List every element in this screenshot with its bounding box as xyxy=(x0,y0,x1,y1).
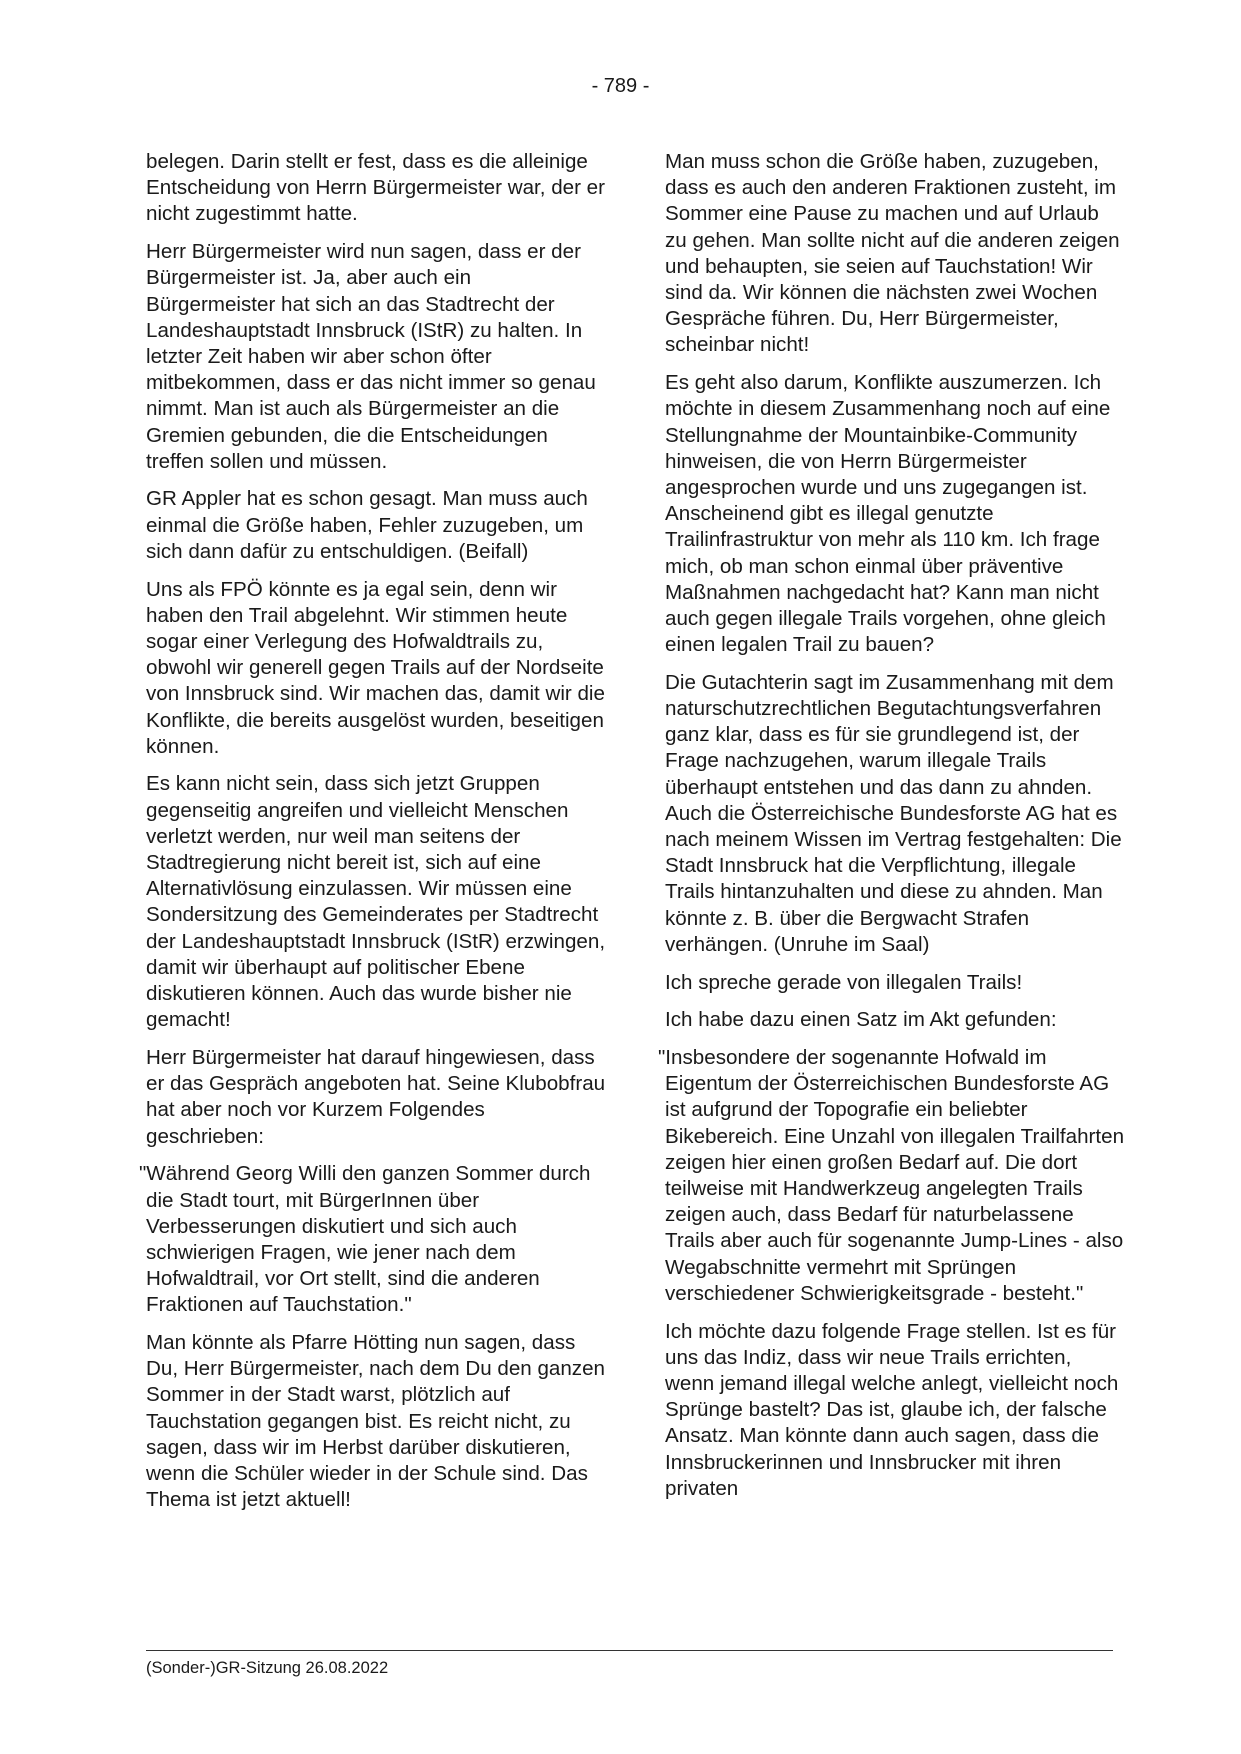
paragraph: Uns als FPÖ könnte es ja egal sein, denn wir haben den Trail abgelehnt. Wir stimmen heute sogar einer Verlegung des Hofwaldtrails zu, obwohl wir generell gegen Trails auf der Nordseite von Innsbruck sind. Wir machen das, damit wir die Konflikte, die bereits ausgelöst wurden, beseitigen können. xyxy=(146,577,605,758)
paragraph: Es kann nicht sein, dass sich jetzt Gruppen gegenseitig angreifen und vielleicht Menschen verletzt werden, nur weil man seitens der Stadtregierung nicht bereit ist, sich auf eine Alternativlösung einzulassen. Wir müssen eine Sondersitzung des Gemeinderates per Stadtrecht der Landeshauptstadt Innsbruck (IStR) erzwingen, damit wir überhaupt auf politischer Ebene diskutieren können. Auch das wurde bisher nie gemacht! xyxy=(146,772,606,1032)
paragraph: Man könnte als Pfarre Hötting nun sagen, dass Du, Herr Bürgermeister, nach dem Du den ganzen Sommer in der Stadt warst, plötzlich auf Tauchstation gegangen bist. Es reicht nicht, zu sagen, dass wir im Herbst darüber diskutieren, wenn die Schüler wieder in der Schule sind. Das Thema ist jetzt aktuell! xyxy=(146,1331,606,1512)
footer-session-label: (Sonder-)GR-Sitzung 26.08.2022 xyxy=(146,1659,389,1677)
paragraph: Die Gutachterin sagt im Zusammenhang mit dem naturschutzrechtlichen Begutachtungsverfahren ganz klar, dass es für sie grundlegend ist, der Frage nachzugehen, warum illegale Trails überhaupt entstehen und das dann zu ahnden. Auch die Österreichische Bundesforste AG hat es nach meinem Wissen im Vertrag festgehalten: Die Stadt Innsbruck hat die Verpflichtung, illegale Trails hintanzuhalten und diese zu ahnden. Man könnte z. B. über die Bergwacht Strafen verhängen. (Unruhe im Saal) xyxy=(665,670,1122,956)
quote-paragraph: "Während Georg Willi den ganzen Sommer durch die Stadt tourt, mit BürgerInnen über Verbesserungen diskutiert und sich auch schwierigen Fragen, wie jener nach dem Hofwaldtrail, vor Ort stellt, sind die anderen Fraktionen auf Tauchstation." xyxy=(139,1162,591,1317)
paragraph: Ich möchte dazu folgende Frage stellen. Ist es für uns das Indiz, dass wir neue Trails errichten, wenn jemand illegal welche anlegt, vielleicht noch Sprünge bastelt? Das ist, glaube ich, der falsche Ansatz. Man könnte dann auch sagen, dass die Innsbruckerinnen und Innsbrucker mit ihren privaten xyxy=(665,1319,1119,1500)
paragraph: Ich habe dazu einen Satz im Akt gefunden: xyxy=(665,1008,1057,1032)
paragraph: Herr Bürgermeister wird nun sagen, dass er der Bürgermeister ist. Ja, aber auch ein Bürgermeister hat sich an das Stadtrecht der Landeshauptstadt Innsbruck (IStR) zu halten. In letzter Zeit haben wir aber schon öfter mitbekommen, dass er das nicht immer so genau nimmt. Man ist auch als Bürgermeister an die Gremien gebunden, die die Entscheidungen treffen sollen und müssen. xyxy=(146,240,596,473)
paragraph: Herr Bürgermeister hat darauf hingewiesen, dass er das Gespräch angeboten hat. Seine Klubobfrau hat aber noch vor Kurzem Folgendes geschrieben: xyxy=(146,1046,606,1148)
footer-divider xyxy=(146,1650,1113,1651)
paragraph: GR Appler hat es schon gesagt. Man muss auch einmal die Größe haben, Fehler zuzugeben, um sich dann dafür zu entschuldigen. (Beifall) xyxy=(146,487,588,563)
right-column xyxy=(658,149,1125,1513)
quote-paragraph: "Insbesondere der sogenannte Hofwald im Eigentum der Österreichischen Bundesforste AG ist aufgrund der Topografie ein beliebter Bikebereich. Eine Unzahl von illegalen Trailfahrten zeigen hier einen großen Bedarf auf. Die dort teilweise mit Handwerkzeug angelegten Trails zeigen auch, dass Bedarf für naturbelassene Trails aber auch für sogenannte Jump-Lines - also Wegabschnitte vermehrt mit Sprüngen verschiedener Schwierigkeitsgrade - besteht." xyxy=(658,1046,1125,1305)
page-number: - 789 - xyxy=(591,75,650,97)
paragraph: Es geht also darum, Konflikte auszumerzen. Ich möchte in diesem Zusammenhang noch auf eine Stellungnahme der Mountainbike-Community hinweisen, die von Herrn Bürgermeister angesprochen wurde und uns zugegangen ist. Anscheinend gibt es illegal genutzte Trailinfrastruktur von mehr als 110 km. Ich frage mich, ob man schon einmal über präventive Maßnahmen nachgedacht hat? Kann man nicht auch gegen illegale Trails vorgehen, ohne gleich einen legalen Trail zu bauen? xyxy=(665,371,1111,657)
paragraph: belegen. Darin stellt er fest, dass es die alleinige Entscheidung von Herrn Bürgermeister war, der er nicht zugestimmt hatte. xyxy=(146,150,605,226)
paragraph: Ich spreche gerade von illegalen Trails! xyxy=(665,970,1023,994)
left-column xyxy=(139,149,606,1525)
paragraph: Man muss schon die Größe haben, zuzugeben, dass es auch den anderen Fraktionen zusteht, im Sommer eine Pause zu machen und auf Urlaub zu gehen. Man sollte nicht auf die anderen zeigen und behaupten, sie seien auf Tauchstation! Wir sind da. Wir können die nächsten zwei Wochen Gespräche führen. Du, Herr Bürgermeister, scheinbar nicht! xyxy=(665,150,1120,357)
